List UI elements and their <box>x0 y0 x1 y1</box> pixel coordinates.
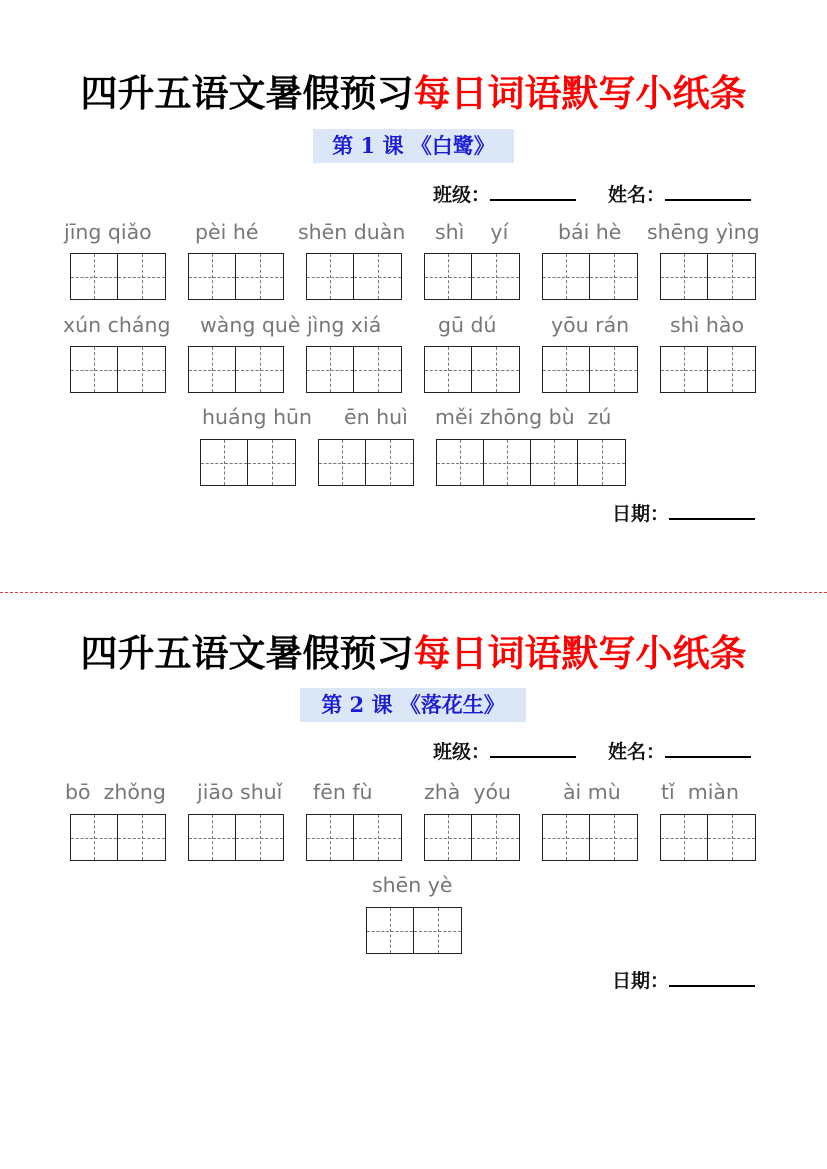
date-label: 日期： <box>612 503 670 525</box>
grid-cell[interactable] <box>118 347 165 392</box>
word-pinyin: gū dú <box>438 313 497 337</box>
writing-grid[interactable] <box>188 814 284 861</box>
writing-grid[interactable] <box>436 439 626 486</box>
grid-cell[interactable] <box>319 440 366 485</box>
word-pinyin: fēn fù <box>313 780 373 804</box>
word-pinyin: pèi hé <box>195 220 259 244</box>
class-field[interactable] <box>433 179 576 205</box>
word-pinyin: zhà yóu <box>424 780 512 804</box>
grid-cell[interactable] <box>661 815 708 860</box>
writing-grid[interactable] <box>424 346 520 393</box>
name-label: 姓名： <box>608 741 666 763</box>
grid-cell[interactable] <box>472 254 519 299</box>
word-pinyin: xún cháng <box>63 313 171 337</box>
word-pinyin: ēn huì <box>344 405 408 429</box>
grid-cell[interactable] <box>354 815 401 860</box>
writing-grid[interactable] <box>70 814 166 861</box>
writing-grid[interactable] <box>200 439 296 486</box>
name-field[interactable] <box>608 179 751 205</box>
grid-cell[interactable] <box>201 440 248 485</box>
grid-cell[interactable] <box>71 254 118 299</box>
grid-cell[interactable] <box>708 254 755 299</box>
class-field[interactable] <box>433 736 576 762</box>
writing-grid[interactable] <box>188 346 284 393</box>
grid-cell[interactable] <box>531 440 578 485</box>
cut-line <box>0 592 827 593</box>
writing-grid[interactable] <box>366 907 462 954</box>
worksheet-title: 四升五语文暑假预习每日词语默写小纸条 <box>80 71 747 115</box>
class-label: 班级： <box>433 184 491 206</box>
grid-cell[interactable] <box>367 908 414 953</box>
name-blank[interactable] <box>665 736 751 758</box>
grid-cell[interactable] <box>118 815 165 860</box>
grid-cell[interactable] <box>708 815 755 860</box>
grid-cell[interactable] <box>354 347 401 392</box>
name-blank[interactable] <box>665 179 751 201</box>
word-pinyin: ài mù <box>563 780 621 804</box>
grid-cell[interactable] <box>590 815 637 860</box>
writing-grid[interactable] <box>306 814 402 861</box>
writing-grid[interactable] <box>306 346 402 393</box>
word-pinyin: shēng yìng <box>647 220 760 244</box>
grid-cell[interactable] <box>661 347 708 392</box>
grid-cell[interactable] <box>118 254 165 299</box>
word-pinyin: huáng hūn <box>202 405 313 429</box>
writing-grid[interactable] <box>306 253 402 300</box>
date-field[interactable] <box>612 498 755 524</box>
grid-cell[interactable] <box>189 254 236 299</box>
writing-grid[interactable] <box>70 253 166 300</box>
word-pinyin: yōu rán <box>551 313 630 337</box>
grid-cell[interactable] <box>425 347 472 392</box>
writing-grid[interactable] <box>542 346 638 393</box>
grid-cell[interactable] <box>708 347 755 392</box>
word-pinyin: měi zhōng bù zú <box>435 405 612 429</box>
grid-cell[interactable] <box>366 440 413 485</box>
lesson-heading: 第 1 课 《白鹭》 <box>313 129 514 163</box>
grid-cell[interactable] <box>472 347 519 392</box>
writing-grid[interactable] <box>424 814 520 861</box>
lesson-heading: 第 2 课 《落花生》 <box>300 688 526 722</box>
grid-cell[interactable] <box>307 815 354 860</box>
grid-cell[interactable] <box>543 347 590 392</box>
grid-cell[interactable] <box>437 440 484 485</box>
grid-cell[interactable] <box>236 347 283 392</box>
name-field[interactable] <box>608 736 751 762</box>
grid-cell[interactable] <box>484 440 531 485</box>
grid-cell[interactable] <box>661 254 708 299</box>
grid-cell[interactable] <box>307 254 354 299</box>
word-pinyin: wàng què jìng xiá <box>200 313 382 337</box>
word-pinyin: jīng qiǎo <box>64 220 152 244</box>
grid-cell[interactable] <box>590 254 637 299</box>
grid-cell[interactable] <box>578 440 625 485</box>
date-blank[interactable] <box>669 498 755 520</box>
writing-grid[interactable] <box>70 346 166 393</box>
grid-cell[interactable] <box>354 254 401 299</box>
grid-cell[interactable] <box>425 815 472 860</box>
word-pinyin: bō zhǒng <box>65 780 166 804</box>
word-pinyin: shì yí <box>435 220 509 244</box>
word-pinyin: jiāo shuǐ <box>197 780 283 804</box>
class-blank[interactable] <box>490 179 576 201</box>
writing-grid[interactable] <box>660 814 756 861</box>
writing-grid[interactable] <box>318 439 414 486</box>
grid-cell[interactable] <box>189 815 236 860</box>
word-pinyin: shì hào <box>670 313 744 337</box>
date-label: 日期： <box>612 970 670 992</box>
date-blank[interactable] <box>669 965 755 987</box>
writing-grid[interactable] <box>660 346 756 393</box>
grid-cell[interactable] <box>414 908 461 953</box>
grid-cell[interactable] <box>590 347 637 392</box>
grid-cell[interactable] <box>71 347 118 392</box>
word-pinyin: tǐ miàn <box>661 780 739 804</box>
grid-cell[interactable] <box>543 815 590 860</box>
date-field[interactable] <box>612 965 755 991</box>
class-label: 班级： <box>433 741 491 763</box>
grid-cell[interactable] <box>307 347 354 392</box>
word-pinyin: shēn yè <box>372 873 453 897</box>
grid-cell[interactable] <box>425 254 472 299</box>
writing-grid[interactable] <box>188 253 284 300</box>
grid-cell[interactable] <box>472 815 519 860</box>
word-pinyin: shēn duàn <box>298 220 406 244</box>
writing-grid[interactable] <box>424 253 520 300</box>
grid-cell[interactable] <box>71 815 118 860</box>
writing-grid[interactable] <box>660 253 756 300</box>
word-pinyin: bái hè <box>558 220 622 244</box>
grid-cell[interactable] <box>543 254 590 299</box>
grid-cell[interactable] <box>236 254 283 299</box>
writing-grid[interactable] <box>542 253 638 300</box>
name-label: 姓名： <box>608 184 666 206</box>
worksheet-title: 四升五语文暑假预习每日词语默写小纸条 <box>80 631 747 675</box>
grid-cell[interactable] <box>248 440 295 485</box>
grid-cell[interactable] <box>189 347 236 392</box>
writing-grid[interactable] <box>542 814 638 861</box>
class-blank[interactable] <box>490 736 576 758</box>
grid-cell[interactable] <box>236 815 283 860</box>
